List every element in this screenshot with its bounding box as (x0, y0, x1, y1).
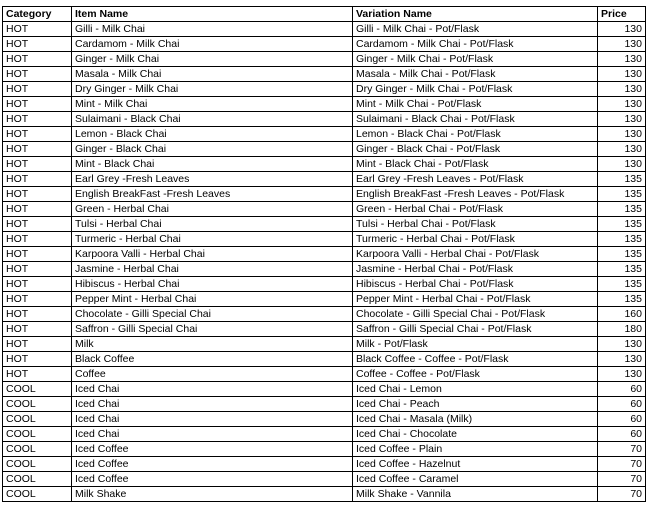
variation-name-cell: Karpoora Valli - Herbal Chai - Pot/Flask (353, 247, 598, 262)
item-name-cell: Iced Chai (72, 382, 353, 397)
price-cell: 70 (598, 442, 646, 457)
price-cell: 130 (598, 22, 646, 37)
table-row (3, 442, 646, 457)
price-cell: 130 (598, 52, 646, 67)
header-item-name: Item Name (72, 7, 353, 22)
table-row (3, 22, 646, 37)
price-cell: 60 (598, 427, 646, 442)
table-row (3, 307, 646, 322)
variation-name-cell: Tulsi - Herbal Chai - Pot/Flask (353, 217, 598, 232)
item-name-cell: Sulaimani - Black Chai (72, 112, 353, 127)
item-name-cell: Tulsi - Herbal Chai (72, 217, 353, 232)
item-name-cell: Hibiscus - Herbal Chai (72, 277, 353, 292)
item-name-cell: Chocolate - Gilli Special Chai (72, 307, 353, 322)
table-row (3, 232, 646, 247)
menu-price-table (2, 6, 646, 502)
table-body (3, 22, 646, 502)
item-name-cell: Green - Herbal Chai (72, 202, 353, 217)
category-cell: HOT (3, 157, 72, 172)
variation-name-cell: Earl Grey -Fresh Leaves - Pot/Flask (353, 172, 598, 187)
category-cell: HOT (3, 352, 72, 367)
price-cell: 130 (598, 157, 646, 172)
variation-name-cell: English BreakFast -Fresh Leaves - Pot/Flask (353, 187, 598, 202)
table-row (3, 172, 646, 187)
item-name-cell: Turmeric - Herbal Chai (72, 232, 353, 247)
price-cell: 130 (598, 367, 646, 382)
variation-name-cell: Saffron - Gilli Special Chai - Pot/Flask (353, 322, 598, 337)
price-cell: 135 (598, 262, 646, 277)
price-cell: 135 (598, 172, 646, 187)
category-cell: HOT (3, 37, 72, 52)
item-name-cell: Jasmine - Herbal Chai (72, 262, 353, 277)
price-cell: 135 (598, 277, 646, 292)
variation-name-cell: Ginger - Black Chai - Pot/Flask (353, 142, 598, 157)
table-row (3, 112, 646, 127)
table-row (3, 367, 646, 382)
category-cell: HOT (3, 127, 72, 142)
variation-name-cell: Iced Chai - Lemon (353, 382, 598, 397)
price-cell: 130 (598, 97, 646, 112)
variation-name-cell: Mint - Milk Chai - Pot/Flask (353, 97, 598, 112)
item-name-cell: Lemon - Black Chai (72, 127, 353, 142)
price-cell: 130 (598, 82, 646, 97)
item-name-cell: Black Coffee (72, 352, 353, 367)
item-name-cell: Iced Coffee (72, 472, 353, 487)
price-cell: 130 (598, 67, 646, 82)
category-cell: HOT (3, 262, 72, 277)
variation-name-cell: Milk Shake - Vannila (353, 487, 598, 502)
price-cell: 135 (598, 202, 646, 217)
category-cell: HOT (3, 82, 72, 97)
header-category: Category (3, 7, 72, 22)
price-cell: 130 (598, 112, 646, 127)
variation-name-cell: Ginger - Milk Chai - Pot/Flask (353, 52, 598, 67)
price-cell: 130 (598, 127, 646, 142)
price-cell: 135 (598, 187, 646, 202)
table-row (3, 52, 646, 67)
category-cell: HOT (3, 217, 72, 232)
category-cell: HOT (3, 97, 72, 112)
item-name-cell: Masala - Milk Chai (72, 67, 353, 82)
category-cell: HOT (3, 52, 72, 67)
table-row (3, 337, 646, 352)
price-cell: 70 (598, 457, 646, 472)
header-price: Price (598, 7, 646, 22)
table-row (3, 97, 646, 112)
item-name-cell: Mint - Milk Chai (72, 97, 353, 112)
price-cell: 135 (598, 232, 646, 247)
item-name-cell: Milk Shake (72, 487, 353, 502)
price-cell: 70 (598, 487, 646, 502)
table-row (3, 472, 646, 487)
item-name-cell: Karpoora Valli - Herbal Chai (72, 247, 353, 262)
category-cell: COOL (3, 472, 72, 487)
price-cell: 130 (598, 337, 646, 352)
item-name-cell: Pepper Mint - Herbal Chai (72, 292, 353, 307)
category-cell: COOL (3, 397, 72, 412)
category-cell: COOL (3, 487, 72, 502)
table-row (3, 127, 646, 142)
category-cell: HOT (3, 247, 72, 262)
category-cell: COOL (3, 382, 72, 397)
item-name-cell: English BreakFast -Fresh Leaves (72, 187, 353, 202)
price-cell: 135 (598, 247, 646, 262)
category-cell: HOT (3, 202, 72, 217)
variation-name-cell: Chocolate - Gilli Special Chai - Pot/Flask (353, 307, 598, 322)
category-cell: HOT (3, 322, 72, 337)
category-cell: HOT (3, 232, 72, 247)
category-cell: HOT (3, 337, 72, 352)
category-cell: HOT (3, 112, 72, 127)
table-row (3, 322, 646, 337)
category-cell: HOT (3, 172, 72, 187)
item-name-cell: Milk (72, 337, 353, 352)
price-cell: 160 (598, 307, 646, 322)
category-cell: HOT (3, 292, 72, 307)
category-cell: HOT (3, 67, 72, 82)
variation-name-cell: Masala - Milk Chai - Pot/Flask (353, 67, 598, 82)
variation-name-cell: Black Coffee - Coffee - Pot/Flask (353, 352, 598, 367)
category-cell: COOL (3, 427, 72, 442)
category-cell: HOT (3, 22, 72, 37)
header-row (3, 7, 646, 22)
variation-name-cell: Iced Coffee - Plain (353, 442, 598, 457)
price-cell: 60 (598, 412, 646, 427)
item-name-cell: Cardamom - Milk Chai (72, 37, 353, 52)
table-row (3, 82, 646, 97)
table-row (3, 382, 646, 397)
variation-name-cell: Dry Ginger - Milk Chai - Pot/Flask (353, 82, 598, 97)
table-row (3, 262, 646, 277)
item-name-cell: Earl Grey -Fresh Leaves (72, 172, 353, 187)
price-cell: 70 (598, 472, 646, 487)
item-name-cell: Ginger - Black Chai (72, 142, 353, 157)
variation-name-cell: Iced Chai - Chocolate (353, 427, 598, 442)
price-cell: 60 (598, 397, 646, 412)
item-name-cell: Coffee (72, 367, 353, 382)
price-cell: 130 (598, 352, 646, 367)
variation-name-cell: Sulaimani - Black Chai - Pot/Flask (353, 112, 598, 127)
item-name-cell: Iced Chai (72, 397, 353, 412)
variation-name-cell: Hibiscus - Herbal Chai - Pot/Flask (353, 277, 598, 292)
header-variation-name: Variation Name (353, 7, 598, 22)
item-name-cell: Iced Chai (72, 412, 353, 427)
variation-name-cell: Green - Herbal Chai - Pot/Flask (353, 202, 598, 217)
variation-name-cell: Turmeric - Herbal Chai - Pot/Flask (353, 232, 598, 247)
table-row (3, 217, 646, 232)
item-name-cell: Iced Coffee (72, 457, 353, 472)
item-name-cell: Iced Coffee (72, 442, 353, 457)
table-row (3, 142, 646, 157)
item-name-cell: Mint - Black Chai (72, 157, 353, 172)
variation-name-cell: Iced Chai - Masala (Milk) (353, 412, 598, 427)
variation-name-cell: Iced Chai - Peach (353, 397, 598, 412)
price-cell: 60 (598, 382, 646, 397)
table-row (3, 277, 646, 292)
category-cell: COOL (3, 457, 72, 472)
category-cell: HOT (3, 277, 72, 292)
item-name-cell: Gilli - Milk Chai (72, 22, 353, 37)
variation-name-cell: Lemon - Black Chai - Pot/Flask (353, 127, 598, 142)
variation-name-cell: Cardamom - Milk Chai - Pot/Flask (353, 37, 598, 52)
table-row (3, 187, 646, 202)
variation-name-cell: Pepper Mint - Herbal Chai - Pot/Flask (353, 292, 598, 307)
item-name-cell: Dry Ginger - Milk Chai (72, 82, 353, 97)
table-row (3, 412, 646, 427)
price-cell: 135 (598, 217, 646, 232)
variation-name-cell: Mint - Black Chai - Pot/Flask (353, 157, 598, 172)
table-row (3, 292, 646, 307)
table-row (3, 352, 646, 367)
category-cell: HOT (3, 307, 72, 322)
table-row (3, 427, 646, 442)
variation-name-cell: Coffee - Coffee - Pot/Flask (353, 367, 598, 382)
price-cell: 135 (598, 292, 646, 307)
table-row (3, 67, 646, 82)
category-cell: HOT (3, 142, 72, 157)
variation-name-cell: Gilli - Milk Chai - Pot/Flask (353, 22, 598, 37)
variation-name-cell: Milk - Pot/Flask (353, 337, 598, 352)
variation-name-cell: Jasmine - Herbal Chai - Pot/Flask (353, 262, 598, 277)
price-cell: 130 (598, 142, 646, 157)
category-cell: HOT (3, 187, 72, 202)
item-name-cell: Iced Chai (72, 427, 353, 442)
price-cell: 130 (598, 37, 646, 52)
table-row (3, 247, 646, 262)
category-cell: COOL (3, 442, 72, 457)
table-row (3, 157, 646, 172)
variation-name-cell: Iced Coffee - Caramel (353, 472, 598, 487)
item-name-cell: Ginger - Milk Chai (72, 52, 353, 67)
table-row (3, 457, 646, 472)
table-row (3, 202, 646, 217)
category-cell: HOT (3, 367, 72, 382)
category-cell: COOL (3, 412, 72, 427)
table-row (3, 397, 646, 412)
item-name-cell: Saffron - Gilli Special Chai (72, 322, 353, 337)
table-row (3, 487, 646, 502)
price-cell: 180 (598, 322, 646, 337)
variation-name-cell: Iced Coffee - Hazelnut (353, 457, 598, 472)
table-row (3, 37, 646, 52)
